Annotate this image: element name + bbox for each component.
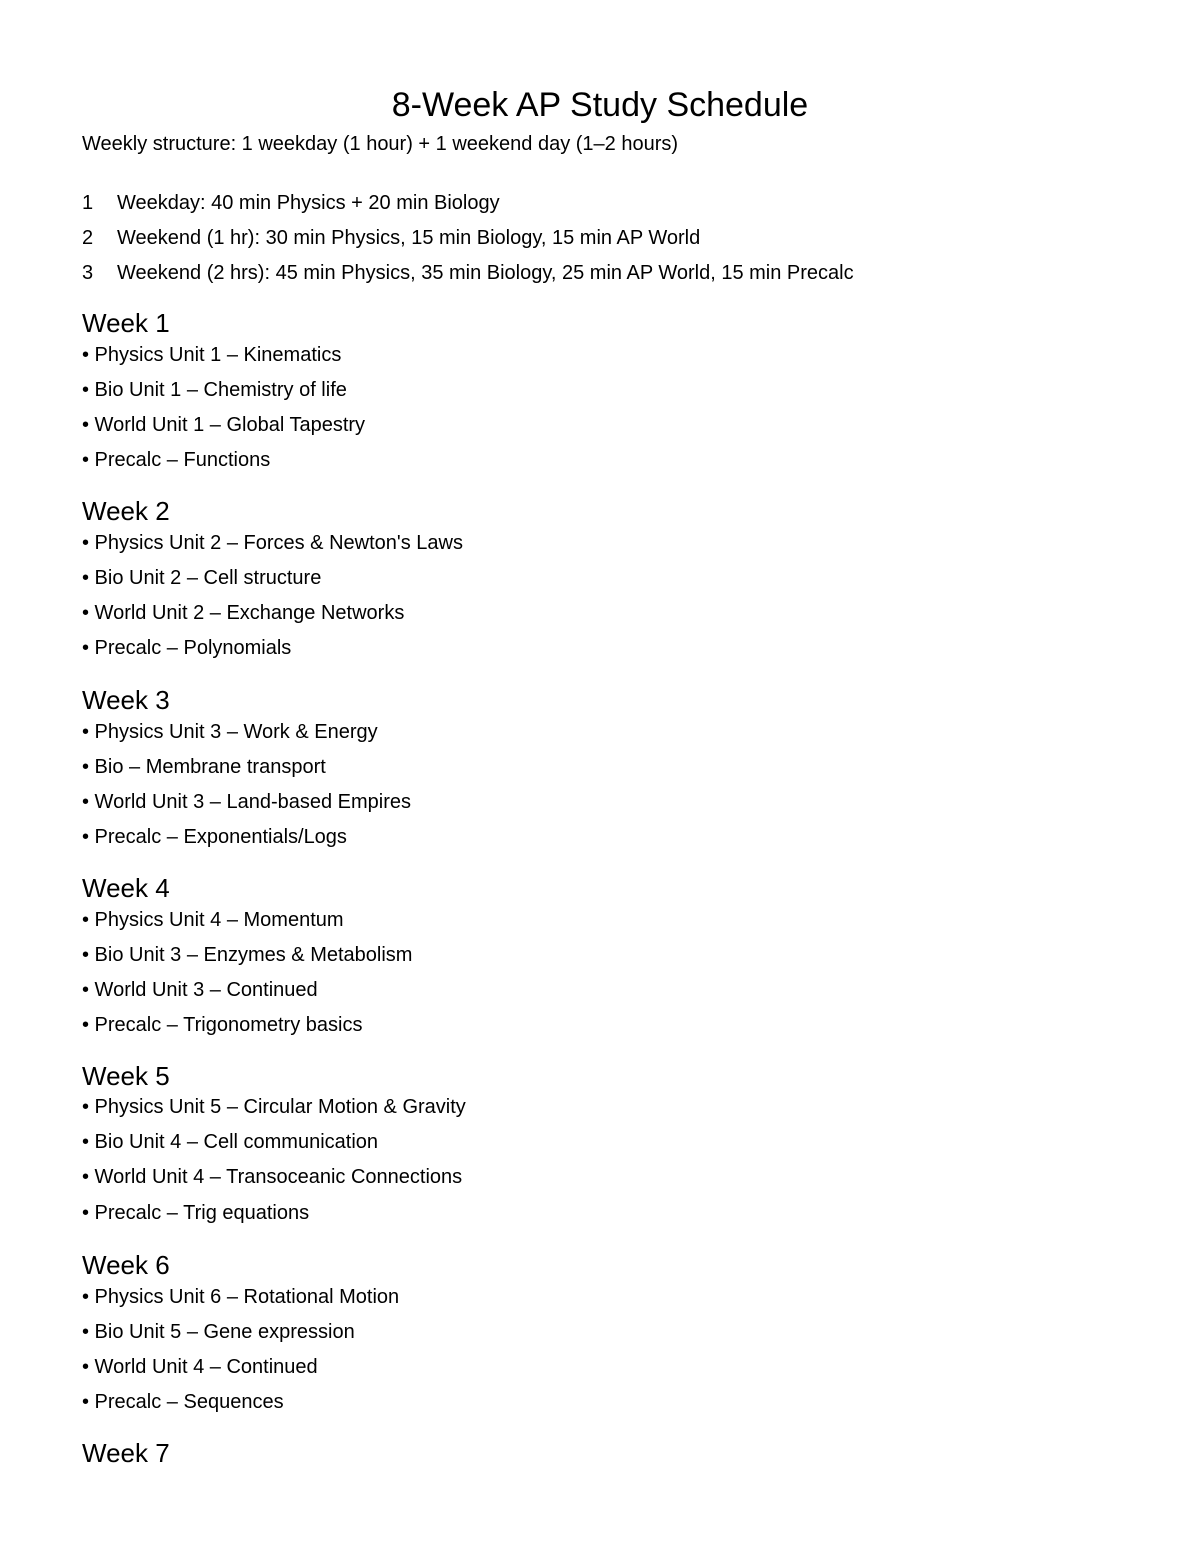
list-item: • Bio Unit 3 – Enzymes & Metabolism <box>82 944 413 966</box>
list-item: • World Unit 1 – Global Tapestry <box>82 414 366 436</box>
list-item: • World Unit 3 – Continued <box>82 979 318 1001</box>
structure-item-text: Weekday: 40 min Physics + 20 min Biology <box>117 192 500 214</box>
list-item: • Physics Unit 5 – Circular Motion & Gravity <box>82 1096 466 1118</box>
list-item: • Physics Unit 6 – Rotational Motion <box>82 1286 400 1308</box>
list-item: • Precalc – Trigonometry basics <box>82 1014 363 1036</box>
structure-item <box>82 190 500 216</box>
weekly-structure-text: Weekly structure: 1 weekday (1 hour) + 1 weekend day (1–2 hours) <box>82 133 679 155</box>
list-item: • Bio Unit 2 – Cell structure <box>82 567 322 589</box>
list-item: • Precalc – Sequences <box>82 1391 284 1413</box>
list-item: • Bio Unit 4 – Cell communication <box>82 1131 379 1153</box>
list-item: • Physics Unit 2 – Forces & Newton's Laws <box>82 532 463 554</box>
week-6-heading: Week 6 <box>82 1250 170 1280</box>
structure-item <box>82 225 700 251</box>
list-item: • World Unit 4 – Continued <box>82 1356 318 1378</box>
list-item: • Physics Unit 4 – Momentum <box>82 909 344 931</box>
list-item: • Precalc – Trig equations <box>82 1202 310 1224</box>
list-item: • World Unit 3 – Land-based Empires <box>82 791 412 813</box>
week-1-heading: Week 1 <box>82 308 170 338</box>
list-item: • Bio Unit 1 – Chemistry of life <box>82 379 347 401</box>
week-3-heading: Week 3 <box>82 685 170 715</box>
list-item: • Bio Unit 5 – Gene expression <box>82 1321 355 1343</box>
list-item: • Precalc – Exponentials/Logs <box>82 826 347 848</box>
list-item: • Precalc – Polynomials <box>82 637 292 659</box>
structure-item-text: Weekend (1 hr): 30 min Physics, 15 min Biology, 15 min AP World <box>117 227 701 249</box>
list-item: • World Unit 4 – Transoceanic Connections <box>82 1166 463 1188</box>
list-item: • World Unit 2 – Exchange Networks <box>82 602 405 624</box>
structure-item-number: 3 <box>82 262 94 284</box>
structure-item-number: 1 <box>82 192 94 214</box>
list-item: • Bio – Membrane transport <box>82 756 326 778</box>
structure-item-text: Weekend (2 hrs): 45 min Physics, 35 min Biology, 25 min AP World, 15 min Precalc <box>117 262 854 284</box>
structure-item <box>82 260 854 286</box>
list-item: • Physics Unit 3 – Work & Energy <box>82 721 378 743</box>
week-2-heading: Week 2 <box>82 496 170 526</box>
list-item: • Precalc – Functions <box>82 449 271 471</box>
structure-item-number: 2 <box>82 227 94 249</box>
page-title: 8-Week AP Study Schedule <box>391 86 809 124</box>
list-item: • Physics Unit 1 – Kinematics <box>82 344 342 366</box>
week-5-heading: Week 5 <box>82 1061 170 1091</box>
week-4-heading: Week 4 <box>82 873 170 903</box>
week-7-heading: Week 7 <box>82 1438 170 1468</box>
